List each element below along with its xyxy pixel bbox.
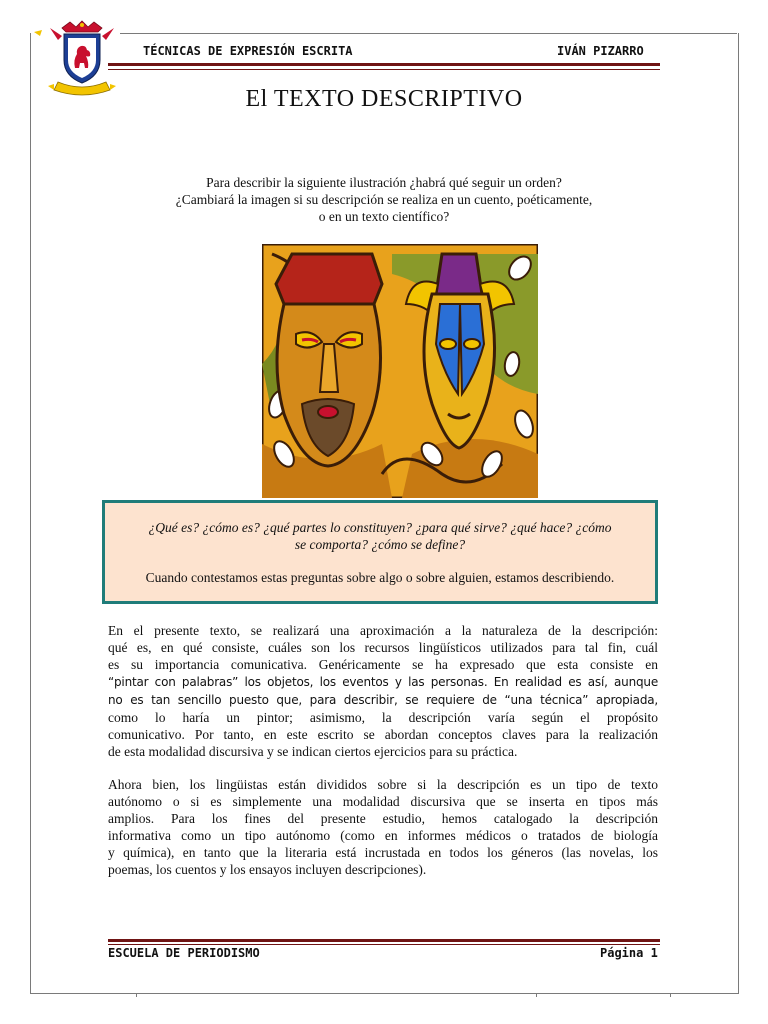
intro-questions: [130, 174, 638, 225]
paragraph-1: [108, 622, 658, 760]
quoted-phrase: “pintar con palabras”: [108, 675, 239, 689]
frame-tick: [536, 993, 537, 997]
paragraph-line: [108, 673, 658, 691]
paragraph-line: y química), en tanto que la literaria está incrustada en todos los géneros (las novelas, los: [108, 845, 658, 860]
paragraph-line: como lo haría un pintor; asimismo, la descripción varía según el propósito: [108, 710, 658, 725]
callout-statement: Cuando contestamos estas preguntas sobre algo o sobre alguien, estamos describiendo.: [145, 570, 615, 585]
callout-question-line: se comporta? ¿cómo se define?: [294, 537, 466, 552]
frame-tick: [136, 993, 137, 997]
frame-tick: [670, 993, 671, 997]
paragraph-line: de esta modalidad discursiva y se indican ciertos ejercicios para su práctica.: [108, 744, 518, 759]
footer-school: ESCUELA DE PERIODISMO: [108, 946, 260, 960]
footer-rule-thin: [108, 944, 660, 945]
phrase: no es tan sencillo puesto que, para describir,: [108, 693, 398, 707]
paragraph-line: es su importancia comunicativa. Genéricamente se ha expresado que esta consiste en: [108, 657, 658, 672]
document-title: El TEXTO DESCRIPTIVO: [245, 86, 523, 112]
phrase: se requiere de “una técnica” apropiada,: [397, 693, 659, 707]
paragraph-line: comunicativo. Por tanto, en este escrito se abordan conceptos claves para la realización: [108, 727, 658, 742]
african-tribal-masks-illustration: [262, 244, 538, 498]
paragraph-line: poemas, los cuentos y los ensayos incluyen descripciones).: [108, 862, 427, 877]
intro-line: ¿Cambiará la imagen si su descripción se realiza en un cuento, poéticamente,: [175, 192, 593, 207]
callout-questions: [105, 519, 655, 553]
footer-rule-thick: [108, 939, 660, 942]
university-shield-emblem: [32, 20, 132, 96]
header-author: IVÁN PIZARRO: [557, 44, 644, 58]
page-frame-top: [120, 33, 737, 34]
paragraph-line: informativa como un tipo autónomo (como en informes médicos o tratados de biología: [108, 828, 658, 843]
paragraph-line: qué es, en qué consiste, cuáles son los recursos lingüísticos utilizados para tal fin, cuál: [108, 640, 658, 655]
callout-box: [102, 500, 658, 604]
paragraph-line: amplios. Para los fines del presente estudio, hemos catalogado la descripción: [108, 811, 658, 826]
intro-line: Para describir la siguiente ilustración ¿habrá qué seguir un orden?: [206, 175, 562, 190]
intro-line: o en un texto científico?: [318, 209, 450, 224]
paragraph-line: [108, 691, 658, 709]
header-rule-thin: [108, 69, 660, 70]
footer-page-number: Página 1: [600, 946, 658, 960]
callout-question-line: ¿Qué es? ¿cómo es? ¿qué partes lo constituyen? ¿para qué sirve? ¿qué hace? ¿cómo: [148, 520, 612, 535]
paragraph-line: En el presente texto, se realizará una aproximación a la naturaleza de la descripción:: [108, 623, 658, 638]
phrase: los objetos, los eventos y las personas.: [238, 675, 488, 689]
paragraph-line: autónomo o si es simplemente una modalidad discursiva que se inserta en tipos más: [108, 794, 658, 809]
header-rule-thick: [108, 63, 660, 66]
paragraph-line: Ahora bien, los lingüistas están divididos sobre si la descripción es un tipo de texto: [108, 777, 658, 792]
phrase: En realidad es así, aunque: [487, 675, 658, 689]
header-course-title: TÉCNICAS DE EXPRESIÓN ESCRITA: [143, 44, 353, 58]
paragraph-2: [108, 776, 658, 878]
